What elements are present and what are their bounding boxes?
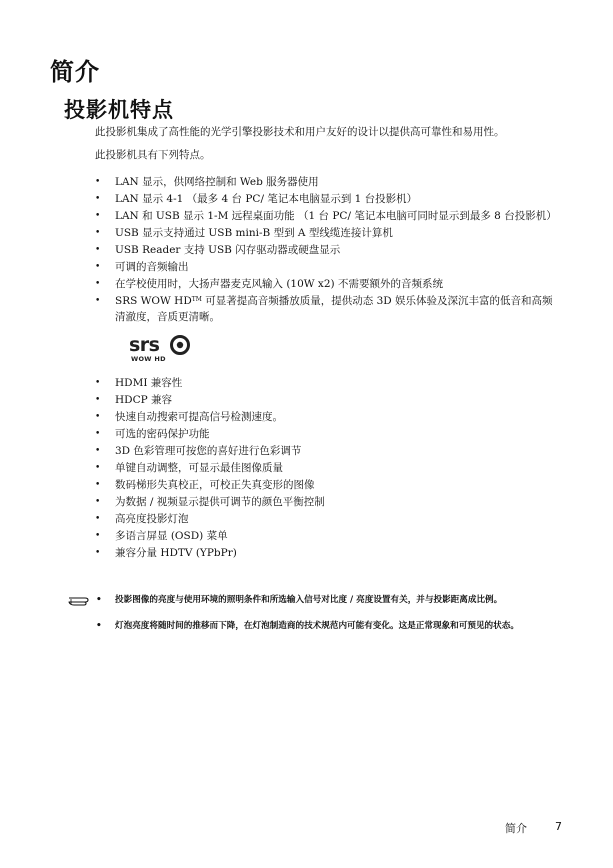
feature-list-2 — [95, 375, 560, 561]
srs-circle-icon — [172, 337, 189, 354]
srs-prefix: SRS WOW HD — [115, 295, 192, 307]
feature-item: • LAN 显示，供网络控制和 Web 服务器使用 — [95, 174, 560, 190]
main-content — [95, 124, 560, 562]
note-item — [68, 619, 548, 633]
feature-item: • 可调的音频输出 — [95, 259, 560, 275]
note-item — [68, 593, 548, 607]
intro-paragraph: 此投影机具有下列特点。 — [95, 149, 211, 161]
page-number: 7 — [555, 820, 562, 833]
feature-item: • USB 显示支持通过 USB mini-B 型到 A 型线缆连接计算机 — [95, 225, 560, 241]
feature-item: • LAN 和 USB 显示 1-M 远程桌面功能 （1 台 PC/ 笔记本电脑可同时显示到最多 8 台投影机） — [95, 208, 560, 224]
feature-item: • 数码梯形失真校正，可校正失真变形的图像 — [95, 477, 560, 493]
note-text: 灯泡亮度将随时间的推移而下降，在灯泡制造商的技术规范内可能有变化。这是正常现象和可预见的状态。 — [115, 621, 519, 631]
bullet: • — [96, 621, 102, 631]
feature-item: • HDCP 兼容 — [95, 392, 560, 408]
feature-item: • 为数据 / 视频显示提供可调节的颜色平衡控制 — [95, 494, 560, 510]
chapter-title: 简介 — [50, 58, 100, 86]
feature-item: • 单键自动调整，可显示最佳图像质量 — [95, 460, 560, 476]
footer-chapter-title: 简介 — [505, 822, 527, 835]
feature-item: • HDMI 兼容性 — [95, 375, 560, 391]
feature-list-1 — [95, 174, 560, 325]
feature-item: • 兼容分量 HDTV (YPbPr) — [95, 545, 560, 561]
feature-item: • 多语言屏显 (OSD) 菜单 — [95, 528, 560, 544]
srs-text: 可显著提高音频播放质量，提供动态 3D 娱乐体验及深沉丰富的低音和高频清澈度，音质更清晰。 — [115, 295, 553, 323]
logo-main-text: srs — [129, 334, 160, 356]
intro-paragraph: 此投影机集成了高性能的光学引擎投影技术和用户友好的设计以提供高可靠性和易用性。 — [95, 126, 505, 138]
feature-item-srs — [95, 293, 560, 325]
feature-item: • 高亮度投影灯泡 — [95, 511, 560, 527]
feature-item: • 可选的密码保护功能 — [95, 426, 560, 442]
srs-wow-hd-logo — [129, 333, 193, 363]
bullet: • — [96, 595, 102, 605]
pointing-hand-icon — [68, 594, 94, 608]
trademark-symbol: TM — [191, 296, 202, 303]
section-title: 投影机特点 — [64, 98, 174, 122]
feature-item: • USB Reader 支持 USB 闪存驱动器或硬盘显示 — [95, 242, 560, 258]
logo-sub-text: WOW HD — [131, 355, 166, 363]
note-text: 投影图像的亮度与使用环境的照明条件和所选输入信号对比度 / 亮度设置有关，并与投影距离成比例。 — [115, 595, 503, 605]
feature-item: • 在学校使用时，大扬声器麦克风输入 (10W x2) 不需要额外的音频系统 — [95, 276, 560, 292]
feature-item: • LAN 显示 4-1 （最多 4 台 PC/ 笔记本电脑显示到 1 台投影机） — [95, 191, 560, 207]
notes-section — [68, 593, 548, 645]
feature-item: • 快速自动搜索可提高信号检测速度。 — [95, 409, 560, 425]
feature-item: • 3D 色彩管理可按您的喜好进行色彩调节 — [95, 443, 560, 459]
